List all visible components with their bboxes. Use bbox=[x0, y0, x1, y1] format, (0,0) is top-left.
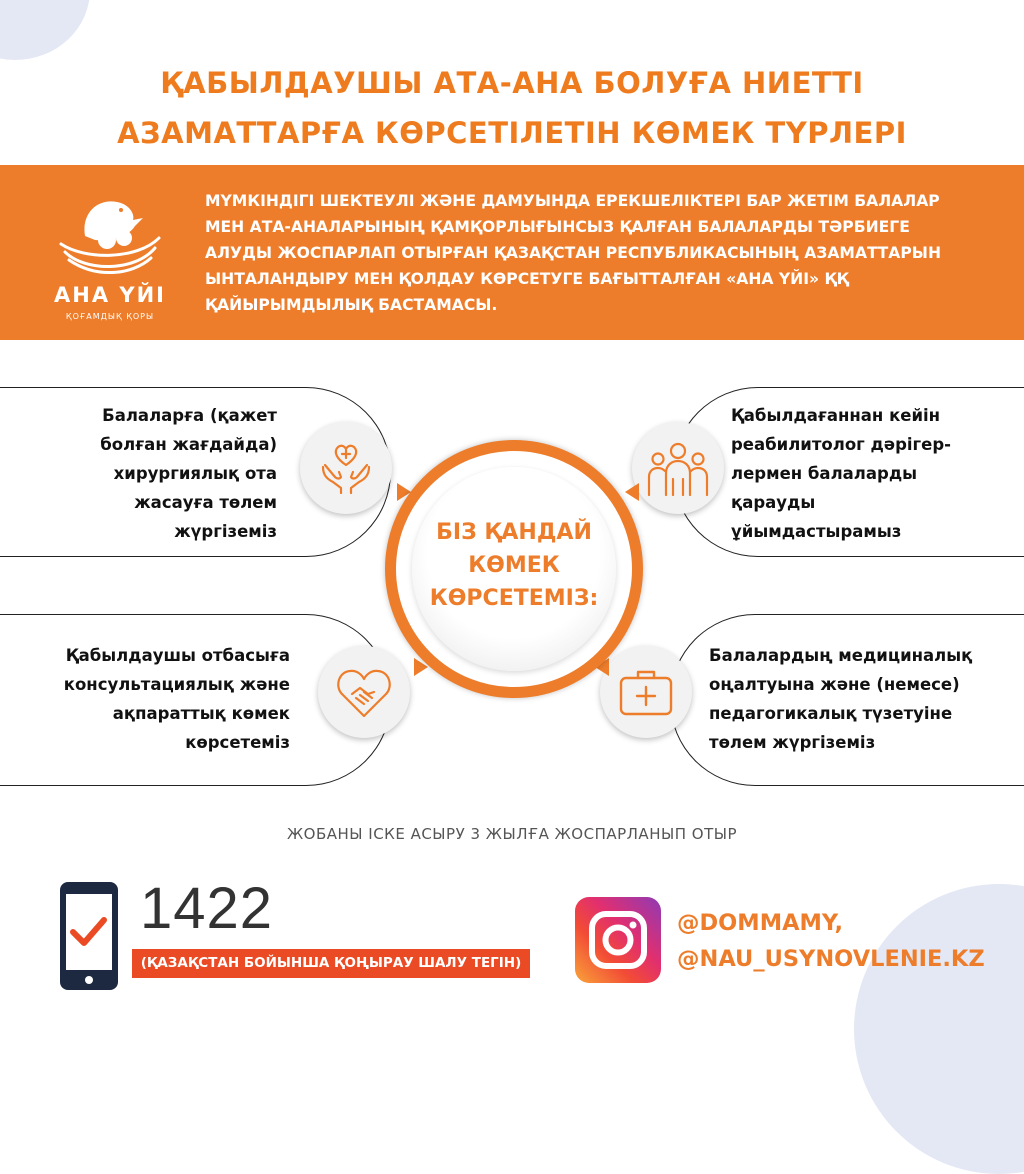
logo bbox=[50, 190, 170, 325]
center-line: БІЗ ҚАНДАЙ bbox=[436, 519, 592, 545]
project-duration-note: ЖОБАНЫ ІСКЕ АСЫРУ 3 ЖЫЛҒА ЖОСПАРЛАНЫП ОТЫР bbox=[286, 825, 738, 843]
medical-kit-icon bbox=[600, 646, 692, 738]
card-line: Қабылдаушы отбасыға bbox=[65, 646, 290, 665]
banner-text bbox=[205, 188, 1005, 318]
banner-line: ҚАЙЫРЫМДЫЛЫҚ БАСТАМАСЫ. bbox=[205, 296, 498, 314]
center-line: КӨМЕК bbox=[468, 552, 560, 578]
hotline-note: (ҚАЗАҚСТАН БОЙЫНША ҚОҢЫРАУ ШАЛУ ТЕГІН) bbox=[132, 949, 530, 978]
card-line: Қабылдағаннан кейін bbox=[731, 406, 941, 425]
phone-check-icon bbox=[58, 880, 120, 996]
bird-nest-icon bbox=[55, 190, 165, 282]
card-line: консультациялық және bbox=[63, 675, 290, 694]
card-line: Балалардың медициналық bbox=[709, 646, 973, 665]
card-line: хирургиялық ота bbox=[113, 464, 277, 483]
card-line: педагогикалық түзетуіне bbox=[709, 704, 953, 723]
banner-line: ЫНТАЛАНДЫРУ МЕН ҚОЛДАУ КӨРСЕТУГЕ БАҒЫТТАЛҒАН «АНА ҮЙІ» ҚҚ bbox=[205, 270, 849, 288]
social-handles bbox=[677, 905, 985, 977]
arrow-left-icon bbox=[625, 483, 639, 501]
logo-subtitle: ҚОҒАМДЫҚ ҚОРЫ bbox=[65, 312, 155, 321]
card-line: болған жағдайда) bbox=[100, 435, 277, 454]
instagram-handle-dommamy[interactable]: @DOMMAMY, bbox=[677, 910, 844, 936]
card-line: төлем жүргіземіз bbox=[709, 733, 876, 752]
title-line-1: ҚАБЫЛДАУШЫ АТА-АНА БОЛУҒА НИЕТТІ bbox=[160, 66, 864, 100]
help-card-rehabilitation-doctors bbox=[673, 387, 1024, 557]
decor-blob-top-left bbox=[0, 0, 90, 60]
center-line: КӨРСЕТЕМІЗ: bbox=[429, 585, 599, 611]
instagram-icon[interactable] bbox=[575, 897, 661, 983]
help-card-medical-payment bbox=[670, 614, 1024, 786]
people-group-icon bbox=[632, 422, 724, 514]
hotline-number[interactable]: 1422 bbox=[140, 876, 274, 941]
banner-line: МЕН АТА-АНАЛАРЫНЫҢ ҚАМҚОРЛЫҒЫНСЫЗ ҚАЛҒАН БАЛАЛАРДЫ ТӘРБИЕГЕ bbox=[205, 218, 910, 236]
card-line: жүргіземіз bbox=[174, 522, 277, 541]
page-title bbox=[0, 58, 1024, 158]
card-line: Балаларға (қажет bbox=[102, 406, 277, 425]
heart-hands-icon bbox=[300, 422, 392, 514]
center-circle bbox=[385, 440, 643, 698]
card-line: жасауға төлем bbox=[134, 493, 277, 512]
title-line-2: АЗАМАТТАРҒА КӨРСЕТІЛЕТІН КӨМЕК ТҮРЛЕРІ bbox=[117, 116, 907, 150]
card-line: оңалтуына және (немесе) bbox=[709, 675, 960, 694]
logo-name: АНА ҮЙІ bbox=[54, 283, 166, 307]
banner-line: АЛУДЫ ЖОСПАРЛАП ОТЫРҒАН ҚАЗАҚСТАН РЕСПУБЛИКАСЫНЫҢ АЗАМАТТАРЫН bbox=[205, 244, 941, 262]
banner-line: МҮМКІНДІГІ ШЕКТЕУЛІ ЖӘНЕ ДАМУЫНДА ЕРЕКШЕЛІКТЕРІ БАР ЖЕТІМ БАЛАЛАР bbox=[205, 192, 940, 210]
card-line: ұйымдастырамыз bbox=[731, 522, 902, 541]
center-heading bbox=[430, 516, 599, 615]
instagram-handle-nau-usynovlenie[interactable]: @NAU_USYNOVLENIE.KZ bbox=[677, 946, 985, 972]
card-line: қарауды bbox=[731, 493, 816, 512]
intro-banner bbox=[0, 165, 1024, 340]
card-line: реабилитолог дәрігер- bbox=[731, 435, 952, 454]
card-line: көрсетеміз bbox=[185, 733, 290, 752]
card-line: лермен балаларды bbox=[731, 464, 918, 483]
handshake-heart-icon bbox=[318, 646, 410, 738]
card-line: ақпараттық көмек bbox=[112, 704, 290, 723]
